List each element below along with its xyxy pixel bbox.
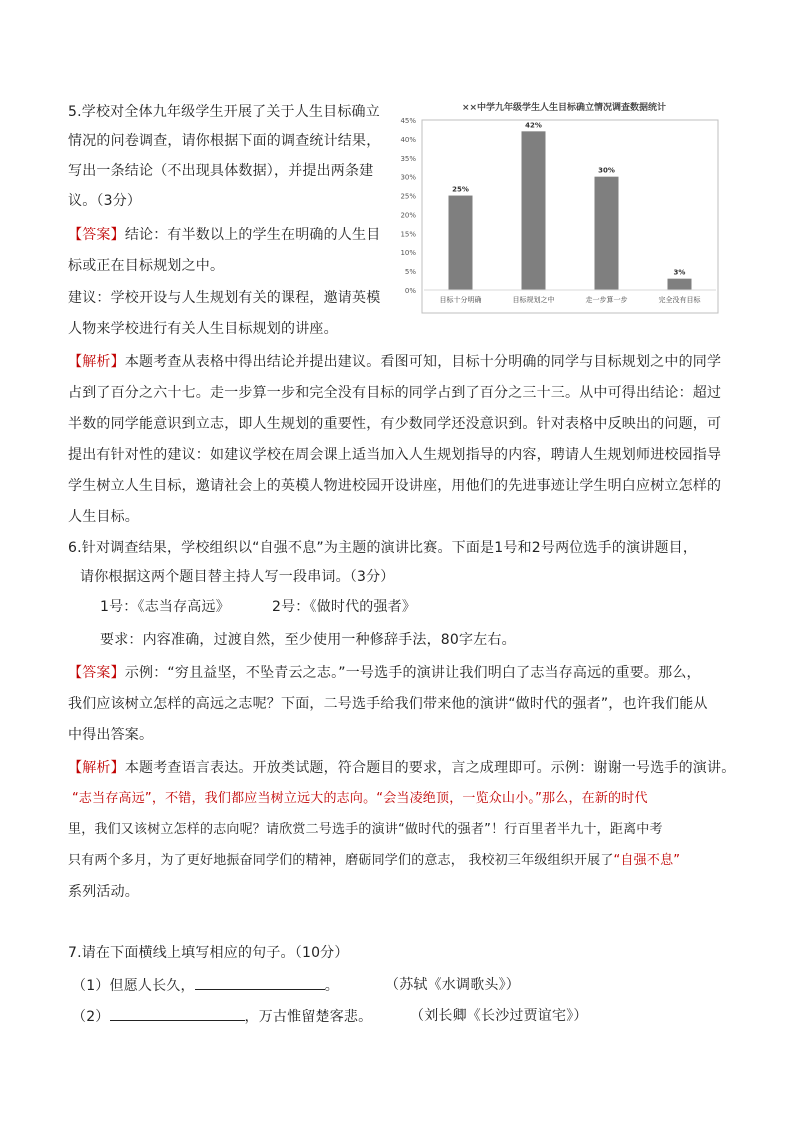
q7-item2-source: （刘长卿《长沙过贾谊宅》） [410,1008,588,1024]
q7-item-1 [72,975,339,996]
chart-title: ××中学九年级学生人生目标确立情况调查数据统计 [461,103,667,113]
y-tick-label: 5% [404,268,416,277]
q7-item-2 [72,1006,372,1027]
answer-tag: 【答案】 [68,665,125,681]
q6-analysis-text-4: 只有两个多月，为了更好地振奋同学们的精神，磨砺同学们的意志， 我校初三年级组织开展了 [68,853,614,868]
q7-item2-suffix: ，万古惟留楚客悲。 [244,1009,373,1025]
y-tick-label: 45% [400,117,416,125]
x-category-label: 目标十分明确 [439,296,482,304]
q5-analysis-line-2: 占到了百分之六十七。走一步算一步和完全没有目标的同学占到了百分之三十三。从中可得出结论：超过 [68,385,722,401]
q7-item2-prefix: （2） [72,1009,110,1025]
chart-data-label: 30% [598,166,615,175]
q5-analysis-line-3: 半数的同学能意识到立志，即人生规划的重要性，有少数同学还没意识到。针对表格中反映出的问题，可 [68,416,722,432]
chart-bar [522,131,546,290]
q5-answer-line-4: 人物来学校进行有关人生目标规划的讲座。 [68,321,338,337]
q7-title: 7.请在下面横线上填写相应的句子。（10分） [68,945,349,961]
q5-line-3: 写出一条结论（不出现具体数据），并提出两条建 [68,163,374,179]
chart-bar [668,279,692,290]
y-tick-label: 25% [400,192,416,201]
q5-analysis-line-5: 学生树立人生目标，邀请社会上的英模人物进校园开设讲座，用他们的先进事迹让学生明白应树立怎样的 [68,478,722,494]
q6-answer-line-1 [68,663,701,683]
q5-answer-line-1 [68,225,380,245]
chart-bar [595,177,619,290]
q6-answer-line-2: 我们应该树立怎样的高远之志呢？下面，二号选手给我们带来他的演讲“做时代的强者”，也许我们能从 [68,696,708,712]
q5-analysis-text-1: 本题考查从表格中得出结论并提出建议。看图可知，目标十分明确的同学与目标规划之中的同学 [124,354,722,370]
q7-item1-suffix: 。 [324,978,339,994]
q6-analysis-text-1: 本题考查语言表达。开放类试题，符合题目的要求，言之成理即可。示例：谢谢一号选手的演讲。 [124,760,736,776]
y-tick-label: 15% [400,230,416,239]
q6-answer-line-3: 中得出答案。 [68,727,154,743]
q5-analysis-line-6: 人生目标。 [68,509,139,525]
q7-item1-source: （苏轼《水调歌头》） [385,977,520,993]
q6-line-2: 请你根据这两个题目替主持人写一段串词。（3分） [80,569,395,585]
q6-analysis-line-1 [68,758,735,778]
analysis-tag: 【解析】 [68,760,125,776]
q6-analysis-quote: “自强不息” [613,853,681,868]
q6-line-1: 6.针对调查结果，学校组织以“自强不息”为主题的演讲比赛。下面是1号和2号两位选手的演讲题目， [68,540,698,556]
q5-answer-text-1: 结论：有半数以上的学生在明确的人生目 [124,227,381,243]
survey-bar-chart [396,96,732,318]
chart-data-label: 25% [452,185,469,194]
q5-answer-line-2: 标或正在目标规划之中。 [68,258,225,274]
q6-requirement: 要求：内容准确，过渡自然，至少使用一种修辞手法，80字左右。 [100,632,516,648]
x-category-label: 走一步算一步 [585,296,628,304]
x-category-label: 完全没有目标 [658,296,701,304]
chart-y-axis [400,117,416,295]
q7-item1-blank[interactable] [195,975,325,990]
q6-topic-1: 1号：《志当存高远》 [100,599,230,615]
q6-analysis-tail: 系列活动。 [68,884,139,900]
q6-analysis-line-3: 里，我们又该树立怎样的志向呢？请欣赏二号选手的演讲“做时代的强者”！行百里者半九十，距离中考 [68,822,663,837]
q5-line-4: 议。（3分） [68,193,142,209]
chart-data-label: 3% [673,268,686,277]
y-tick-label: 40% [400,135,416,144]
q6-analysis-red-line-1: “志当存高远”，不错，我们都应当树立远大的志向。“会当凌绝顶，一览众山小。”那么，在新的时代 [72,791,648,806]
y-tick-label: 35% [400,154,416,163]
q7-item1-prefix: （1）但愿人长久， [72,978,195,994]
y-tick-label: 20% [400,211,416,220]
y-tick-label: 10% [400,249,416,258]
chart-data-label: 42% [525,121,542,130]
q6-topic-2: 2号：《做时代的强者》 [272,599,417,615]
q6-analysis-line-4 [68,851,680,871]
q6-answer-text-1: 示例：“穷且益坚，不坠青云之志。”一号选手的演讲让我们明白了志当存高远的重要。那么， [124,665,701,681]
x-category-label: 目标规划之中 [512,296,555,304]
q5-line-2: 情况的问卷调查，请你根据下面的调查统计结果， [68,133,381,149]
y-tick-label: 0% [404,287,416,295]
q5-analysis-line-4: 提出有针对性的建议：如建议学校在周会课上适当加入人生规划指导的内容，聘请人生规划师进校园指导 [68,447,722,463]
q7-item2-blank[interactable] [110,1006,245,1021]
y-tick-label: 30% [400,173,416,182]
q5-answer-line-3: 建议：学校开设与人生规划有关的课程，邀请英模 [68,290,381,306]
chart-bar [449,196,473,290]
q5-analysis-line-1 [68,352,721,372]
answer-tag: 【答案】 [68,227,125,243]
analysis-tag: 【解析】 [68,354,125,370]
q5-line-1: 5.学校对全体九年级学生开展了关于人生目标确立 [68,104,380,120]
